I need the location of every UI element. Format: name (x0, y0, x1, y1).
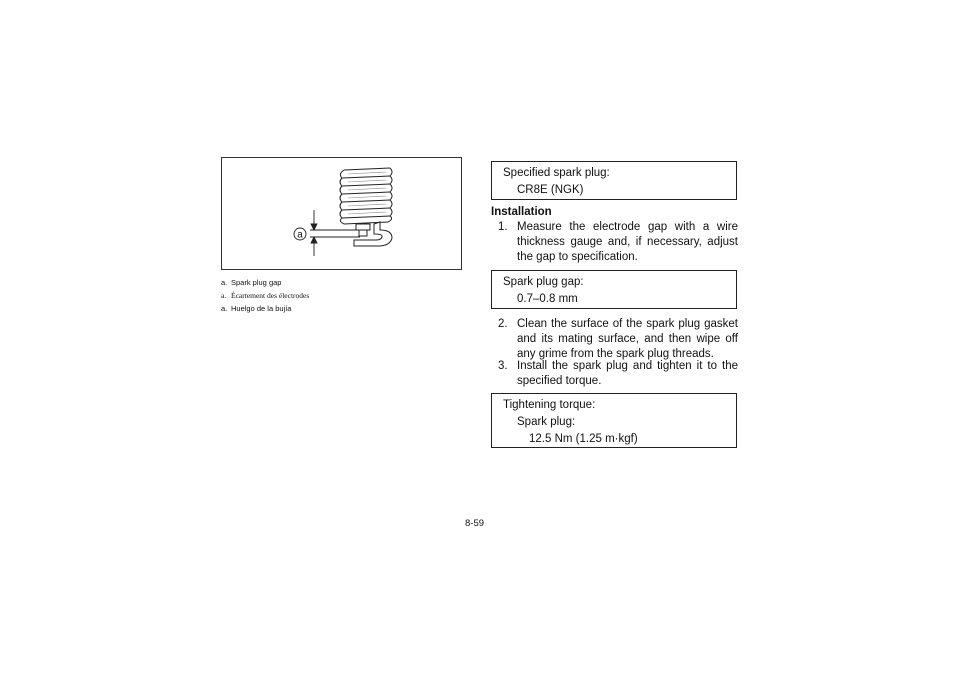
gap-dimension (310, 210, 360, 256)
spec-box-gap (491, 270, 737, 309)
spark-plug-threads (340, 168, 392, 224)
page-number: 8-59 (465, 518, 485, 529)
spark-plug-illustration (222, 158, 461, 269)
spec-value: 0.7–0.8 mm (517, 293, 578, 305)
spec-box-torque (491, 393, 737, 448)
step-2 (491, 317, 738, 362)
spec-label: Spark plug gap: (503, 276, 584, 288)
callout-a: a (297, 229, 303, 241)
spec-label: Tightening torque: (503, 399, 596, 411)
spec-sub-label: Spark plug: (517, 416, 576, 428)
spark-plug-figure (221, 157, 462, 270)
caption-spanish: a. Huelgo de la bujía (221, 304, 292, 313)
step-number: 2. (498, 318, 508, 330)
step-text: Measure the electrode gap with a wire thickness gauge and, if necessary, adjust the gap to specification. (517, 221, 738, 263)
step-text: Install the spark plug and tighten it to the specified torque. (517, 360, 738, 387)
section-heading: Installation (491, 206, 552, 218)
caption-french: a. Écartement des électrodes (221, 291, 310, 300)
step-3 (491, 359, 738, 389)
spec-value: CR8E (NGK) (517, 184, 584, 196)
step-number: 1. (498, 221, 508, 233)
step-text: Clean the surface of the spark plug gasket and its mating surface, and then wipe off any grime from the spark plug threads. (517, 318, 738, 360)
step-1 (491, 220, 738, 265)
spec-box-spark-plug (491, 161, 737, 200)
figure-captions (221, 276, 462, 315)
caption-english: a. Spark plug gap (221, 278, 282, 287)
spec-label: Specified spark plug: (503, 167, 610, 179)
spec-value: 12.5 Nm (1.25 m·kgf) (529, 433, 638, 445)
step-number: 3. (498, 360, 508, 372)
